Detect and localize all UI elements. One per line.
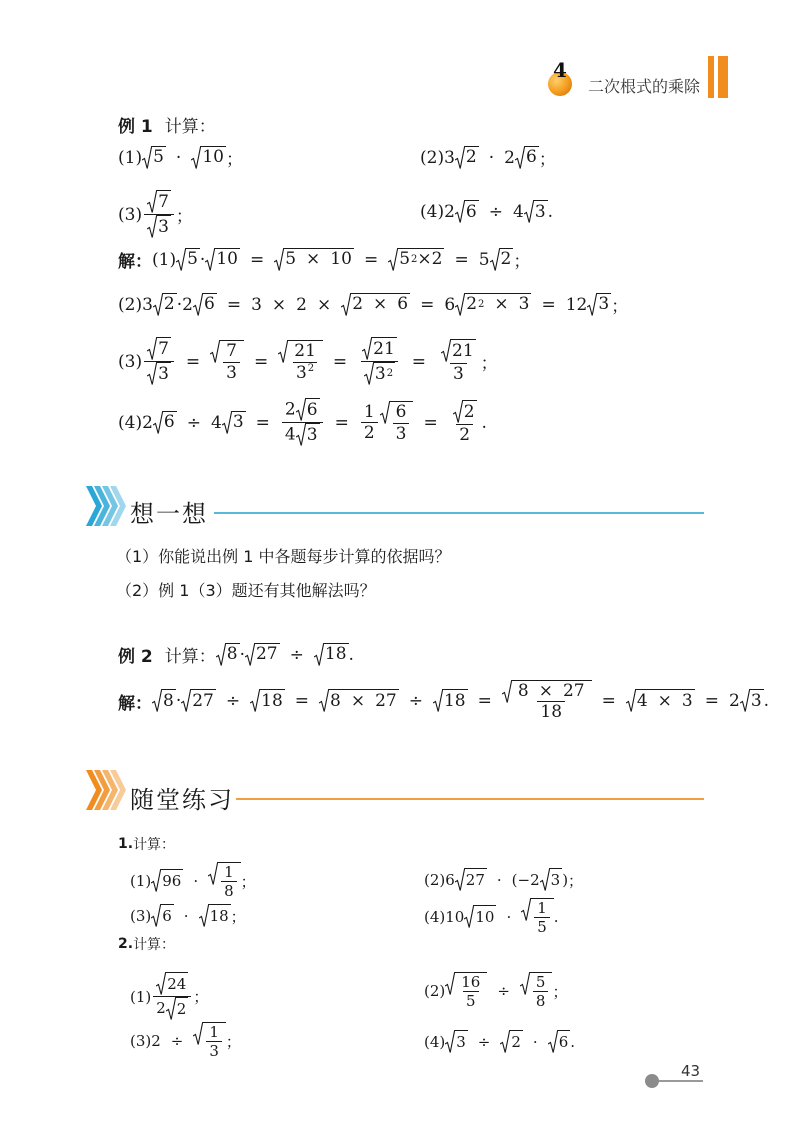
practice-rule (236, 798, 704, 800)
solution-expression: 3 2 ·2 6 = 3 × 2 × 2 × 6 = 6 2 2 × 3 = 12 3 (142, 294, 610, 315)
think-title: 想一想 (130, 500, 208, 528)
solution-id: (3) (118, 351, 143, 372)
page-number-rule (655, 1080, 703, 1082)
think-rule (214, 512, 704, 514)
example2-expression: 8 · 27 ÷ 18 (216, 643, 349, 667)
blue-chevrons-icon (86, 486, 128, 526)
exercise2-item-1: (1) 24 2 2 ； (130, 972, 208, 1021)
solution-id: (1) (152, 249, 177, 270)
exercise1-item-2: (2) 6 27 · (−2 3 ) ； (424, 868, 583, 892)
solution-label: 解： (118, 693, 152, 714)
example1-label: 例 1 (118, 117, 153, 137)
exercise-instruction: 计算： (133, 937, 176, 953)
example1-problem-1: (1) 5 · 10 ； (118, 147, 243, 170)
exercise-number: 1. (118, 836, 134, 852)
problem-id: (3) (118, 204, 143, 225)
example2-instruction: 计算： (164, 647, 216, 667)
solution-expression: 8 · 27 ÷ 18 = 8 × 27 ÷ 18 = $\frac{8 \times 27}{18}$ = 4 × 3 = 2 3 (152, 680, 764, 723)
think-question-1: （1）你能说出例 1 中各题每步计算的依据吗？ (116, 547, 451, 566)
problem-id: (2) (420, 147, 445, 168)
section-title: 二次根式的乘除 (588, 77, 701, 96)
exercise1-item-1: (1) 96 · $\frac{1}{8}$ ； (130, 863, 256, 900)
problem-expression: 5 · 10 (142, 146, 226, 170)
example1-instruction: 计算： (164, 117, 216, 137)
problem-expression: 3 2 · 2 6 (444, 147, 537, 168)
practice-title: 随堂练习 (130, 786, 234, 814)
solution-expression: $\frac{7}{3}$ = $\frac{7}{3}$ = $\frac{21}{3^2}$ = 21 3 2 = $\frac{21}{3}$ (142, 337, 481, 386)
exercise2-heading (118, 934, 175, 954)
section-number: 4 (553, 58, 567, 82)
exercise2-item-3: (3) 2 ÷ $\frac{1}{3}$ ； (130, 1023, 241, 1060)
page-number: 43 (681, 1062, 701, 1080)
problem-expression: $\frac{7}{3}$ (142, 190, 176, 239)
solution-expression: 5 · 10 = 5 × 10 = 5 2 ×2 = 5 2 (176, 248, 513, 272)
example1-solution-1: 解： (1) 5 · 10 = 5 × 10 = 5 2 ×2 = 5 2 ； (118, 247, 530, 272)
think-question-2: （2）例 1（3）题还有其他解法吗？ (116, 581, 376, 600)
exercise1-item-4: (4) 10 10 · $\frac{1}{5}$ . (424, 899, 559, 936)
solution-expression: 2 6 ÷ 4 3 = 2 6 4 3 = $\frac{1}{2}$ $\frac{6}{3}$ = $\frac{2}{2}$ (142, 398, 481, 447)
example1-solution-4: (4) 2 6 ÷ 4 3 = 2 6 4 3 = $\frac{1}{2}$ $\frac{6}{3}$ = $\frac{2}{2}$ . (118, 398, 487, 447)
example2-solution: 解： 8 · 27 ÷ 18 = 8 × 27 ÷ 18 = $\frac{8 \times 27}{18}$ = 4 × 3 = 2 3 . (118, 681, 770, 723)
exercise-instruction: 计算： (133, 837, 176, 853)
example2-heading: 例 2 计算： 8 · 27 ÷ 18 . (118, 642, 354, 667)
example1-problem-2: (2) 3 2 · 2 6 ； (420, 147, 556, 170)
example2-label: 例 2 (118, 647, 153, 667)
example1-solution-3: (3) $\frac{7}{3}$ = $\frac{7}{3}$ = $\frac{21}{3^2}$ = 21 3 2 = $\frac{21}{3}$ ； (118, 337, 498, 386)
example1-problem-4: (4) 2 6 ÷ 4 3 . (420, 201, 554, 222)
exercise1-heading (118, 834, 175, 854)
exercise2-item-2: (2) $\frac{16}{5}$ ÷ $\frac{5}{8}$ ； (424, 973, 568, 1010)
page-dot-icon (645, 1074, 659, 1088)
exercise-number: 2. (118, 936, 134, 952)
solution-label: 解： (118, 252, 152, 272)
orange-chevrons-icon (86, 770, 128, 810)
problem-id: (1) (118, 147, 143, 168)
header-bar-thin (708, 56, 714, 98)
header-bar-thick (718, 56, 728, 98)
exercise1-item-3: (3) 6 · 18 ； (130, 904, 246, 928)
problem-expression: 2 6 ÷ 4 3 (444, 201, 546, 222)
problem-id: (4) (420, 202, 445, 222)
example1-heading (118, 112, 216, 137)
example1-solution-2: (2) 3 2 ·2 6 = 3 × 2 × 2 × 6 = 6 2 2 × 3 = 12 3 ； (118, 294, 629, 317)
solution-id: (2) (118, 294, 143, 315)
solution-id: (4) (118, 412, 143, 433)
exercise2-item-4: (4) 3 ÷ 2 · 6 . (424, 1030, 575, 1054)
example1-problem-3: (3) $\frac{7}{3}$ ； (118, 190, 193, 239)
